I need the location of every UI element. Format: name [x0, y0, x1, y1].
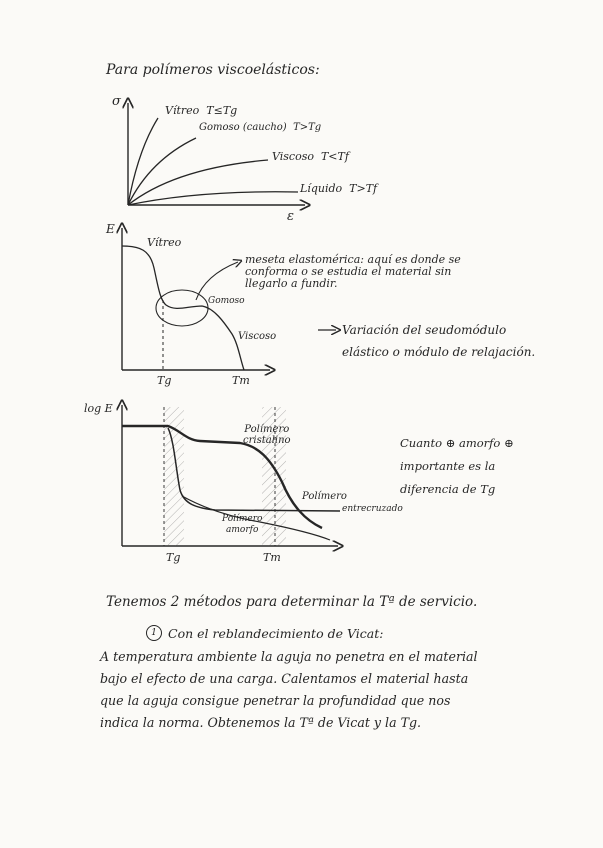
g2-label-gomoso: Gomoso — [208, 296, 245, 306]
g1-curve-vitreo — [128, 118, 158, 205]
g2-note — [342, 319, 535, 363]
g3-tick-tm: Tm — [263, 551, 281, 564]
paragraph-line: bajo el efecto de una carga. Calentamos el material hasta — [100, 671, 469, 686]
g2-y-label: E — [106, 222, 115, 236]
g3-note — [400, 432, 514, 501]
g3-note-line: importante es la — [400, 459, 496, 473]
g3-label-entrecruzado: Polímero entrecruzado — [302, 491, 403, 514]
method-title: Con el reblandecimiento de Vicat: — [168, 625, 384, 641]
g3-label-cristalino: Polímero cristalino — [243, 424, 291, 446]
g3-label-amorfo: Polímero amorfo — [222, 514, 263, 535]
g2-label-vitreo: Vítreo — [147, 236, 182, 249]
g2-note-line: Variación del seudomódulo — [342, 323, 507, 337]
g3-tick-tg: Tg — [166, 551, 181, 564]
paragraph-line: que la aguja consigue penetrar la profundidad que nos — [100, 693, 451, 708]
g1-label-viscoso: Viscoso T<Tf — [272, 150, 349, 163]
g1-curve-liquido — [128, 192, 298, 205]
g2-note-line: elástico o módulo de relajación. — [342, 345, 536, 359]
g1-curve-viscoso — [128, 160, 268, 205]
g1-x-label: ε — [287, 209, 294, 224]
g3-note-line: diferencia de Tg — [400, 482, 496, 496]
g2-annotation — [245, 254, 461, 290]
paragraph-line: indica la norma. Obtenemos la Tª de Vicat y la Tg. — [100, 715, 422, 730]
g1-curve-gomoso — [128, 138, 196, 205]
g3-note-line: Cuanto ⊕ amorfo ⊕ — [400, 436, 514, 450]
intro-sentence: Tenemos 2 métodos para determinar la Tª de servicio. — [106, 594, 478, 610]
g2-annotation-line: conforma o se estudia el material sin — [245, 265, 452, 278]
g2-tick-tm: Tm — [232, 374, 250, 387]
method-heading — [146, 625, 383, 641]
g1-label-vitreo: Vítreo T≤Tg — [165, 104, 238, 117]
g1-label-gomoso: Gomoso (caucho) T>Tg — [199, 122, 322, 133]
method-number-circle: 1 — [146, 625, 162, 641]
page-heading: Para polímeros viscoelásticos: — [106, 62, 320, 78]
g2-label-viscoso: Viscoso — [238, 331, 277, 342]
g2-annotation-line: llegarlo a fundir. — [245, 277, 338, 290]
paragraph-line: A temperatura ambiente la aguja no penetra en el material — [100, 649, 478, 664]
method-paragraph — [100, 646, 478, 734]
g2-modulus-curve — [122, 246, 244, 370]
g3-y-label: log E — [84, 402, 113, 415]
g1-y-label: σ — [112, 94, 121, 109]
g2-annotation-line: meseta elastomérica: aquí es donde se — [245, 253, 461, 266]
g2-annotation-arrow — [196, 262, 238, 300]
g1-label-liquido: Líquido T>Tf — [300, 182, 378, 195]
g2-tick-tg: Tg — [157, 374, 172, 387]
